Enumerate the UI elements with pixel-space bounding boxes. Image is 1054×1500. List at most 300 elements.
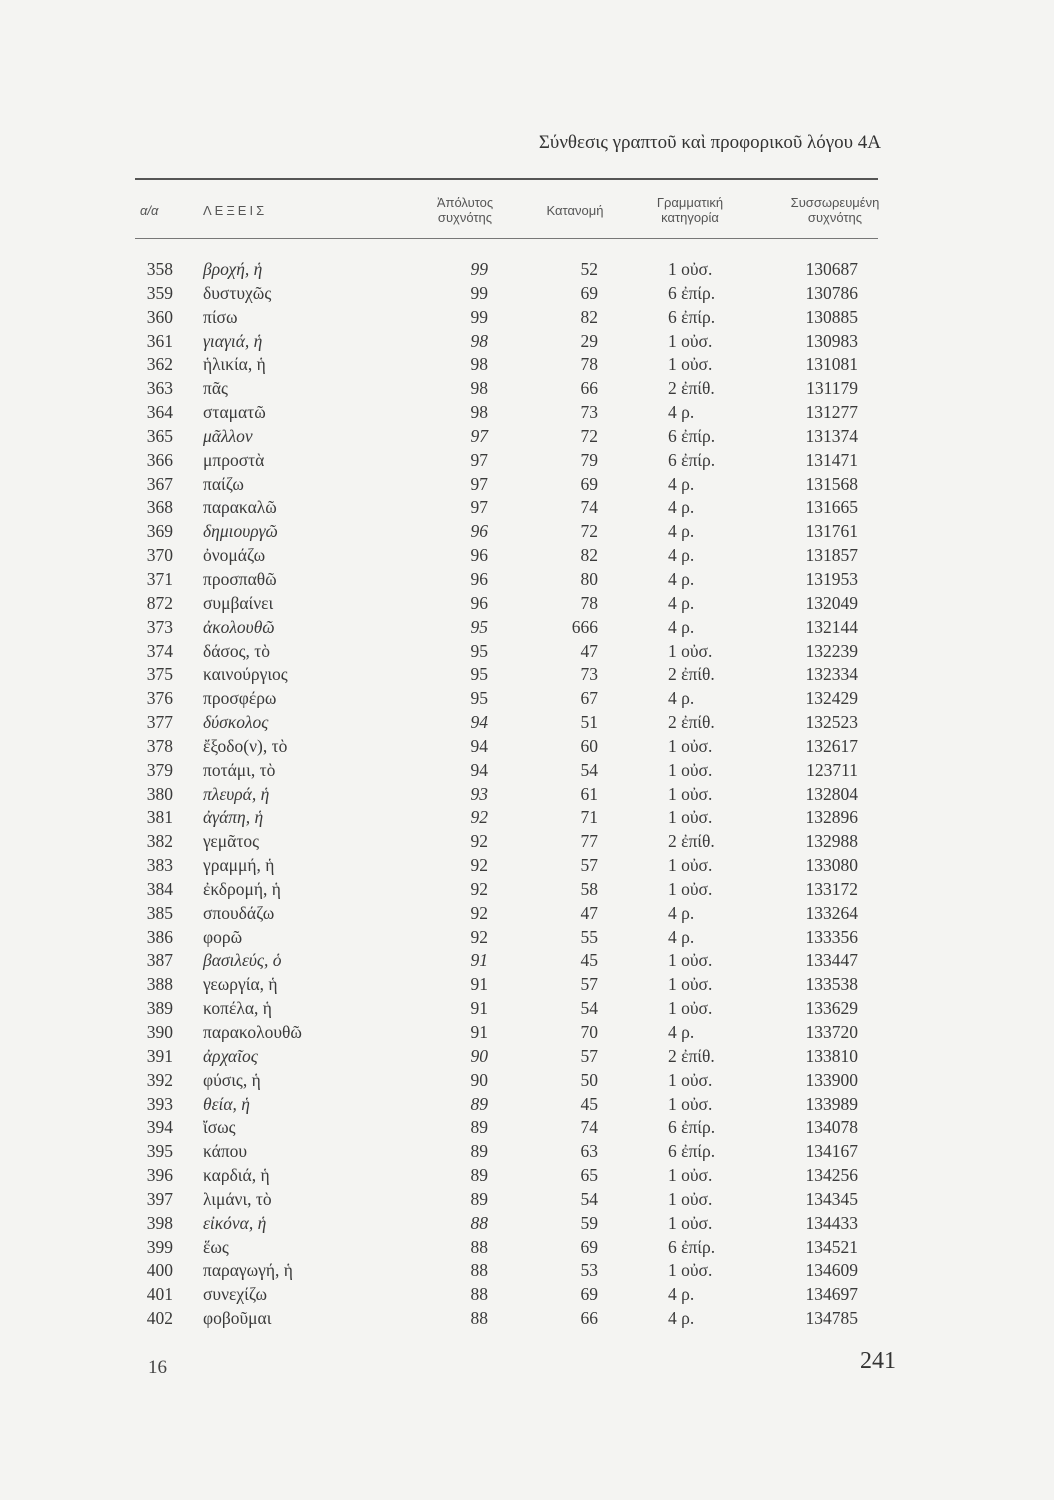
- row-word: σπουδάζω: [203, 902, 275, 923]
- row-word: ἕως: [203, 1236, 229, 1257]
- row-number: 389: [146, 998, 173, 1019]
- row-grammatical-category: 2 ἐπίθ.: [668, 712, 715, 733]
- row-cumulative-frequency: 133810: [805, 1045, 858, 1066]
- row-cumulative-frequency: 134256: [805, 1165, 858, 1186]
- table-row: [0, 567, 1054, 591]
- table-row: [0, 805, 1054, 829]
- row-cumulative-frequency: 134521: [805, 1236, 858, 1257]
- row-cumulative-frequency: 131277: [805, 402, 858, 423]
- row-word: συνεχίζω: [203, 1284, 267, 1305]
- row-cumulative-frequency: 132896: [805, 807, 858, 828]
- row-cumulative-frequency: 134078: [805, 1117, 858, 1138]
- row-distribution: 57: [580, 855, 598, 876]
- row-number: 373: [146, 616, 173, 637]
- table-row: [0, 424, 1054, 448]
- row-grammatical-category: 1 οὐσ.: [668, 1165, 713, 1186]
- row-word: ὀνομάζω: [203, 545, 266, 566]
- row-distribution: 74: [580, 497, 598, 518]
- row-distribution: 77: [580, 831, 598, 852]
- row-cumulative-frequency: 132334: [805, 664, 858, 685]
- row-cumulative-frequency: 133172: [805, 878, 858, 899]
- table-row: [0, 925, 1054, 949]
- row-cumulative-frequency: 132144: [805, 616, 858, 637]
- row-number: 399: [146, 1236, 173, 1257]
- table-row: [0, 591, 1054, 615]
- row-grammatical-category: 4 ρ.: [668, 473, 695, 494]
- row-absolute-frequency: 93: [470, 783, 488, 804]
- row-grammatical-category: 1 οὐσ.: [668, 1188, 713, 1209]
- row-distribution: 79: [580, 449, 598, 470]
- row-absolute-frequency: 88: [470, 1308, 488, 1329]
- row-number: 381: [146, 807, 173, 828]
- row-distribution: 66: [580, 1308, 598, 1329]
- row-cumulative-frequency: 131568: [805, 473, 858, 494]
- row-number: 396: [146, 1165, 173, 1186]
- row-cumulative-frequency: 133538: [805, 974, 858, 995]
- row-number: 390: [146, 1022, 173, 1042]
- table-row: [0, 376, 1054, 400]
- row-number: 378: [146, 735, 173, 756]
- row-distribution: 73: [580, 664, 598, 685]
- row-word: γεωργία, ἡ: [203, 974, 278, 995]
- row-word: καρδιά, ἡ: [203, 1165, 270, 1186]
- row-grammatical-category: 4 ρ.: [668, 1308, 695, 1329]
- row-cumulative-frequency: 132523: [805, 712, 858, 733]
- row-cumulative-frequency: 133629: [805, 998, 858, 1019]
- row-absolute-frequency: 97: [470, 473, 488, 494]
- row-number: 398: [146, 1212, 173, 1233]
- row-absolute-frequency: 97: [470, 425, 488, 446]
- row-grammatical-category: 6 ἐπίρ.: [668, 449, 716, 470]
- row-distribution: 82: [580, 545, 598, 566]
- table-row: [0, 1306, 1054, 1330]
- row-grammatical-category: 4 ρ.: [668, 402, 695, 423]
- row-grammatical-category: 2 ἐπίθ.: [668, 831, 715, 852]
- row-cumulative-frequency: 134785: [805, 1308, 858, 1329]
- row-cumulative-frequency: 132429: [805, 688, 858, 709]
- row-grammatical-category: 4 ρ.: [668, 688, 695, 709]
- row-grammatical-category: 6 ἐπίρ.: [668, 1141, 716, 1162]
- row-grammatical-category: 6 ἐπίρ.: [668, 1236, 716, 1257]
- row-cumulative-frequency: 132049: [805, 592, 858, 613]
- row-grammatical-category: 1 οὐσ.: [668, 1212, 713, 1233]
- row-word: ποτάμι, τὸ: [203, 759, 276, 780]
- row-word: προσπαθῶ: [203, 568, 277, 589]
- row-distribution: 61: [580, 783, 598, 804]
- row-absolute-frequency: 89: [470, 1188, 488, 1209]
- row-distribution: 80: [580, 568, 598, 589]
- row-word: μπροστὰ: [203, 449, 265, 470]
- row-word: ἐκδρομή, ἡ: [203, 878, 281, 899]
- row-distribution: 72: [580, 425, 598, 446]
- row-number: 374: [146, 640, 173, 661]
- row-absolute-frequency: 98: [470, 378, 488, 399]
- table-row: [0, 400, 1054, 424]
- row-distribution: 72: [580, 521, 598, 542]
- table-row: [0, 639, 1054, 663]
- row-number: 377: [146, 712, 173, 733]
- row-absolute-frequency: 91: [470, 1022, 488, 1042]
- table-row: [0, 1068, 1054, 1092]
- row-word: πίσω: [203, 306, 238, 327]
- table-row: [0, 615, 1054, 639]
- row-cumulative-frequency: 133264: [805, 902, 858, 923]
- table-row: [0, 1139, 1054, 1163]
- header-bottom-rule: [135, 238, 878, 239]
- row-word: θεία, ἡ: [203, 1093, 250, 1114]
- row-word: φοβοῦμαι: [203, 1308, 272, 1329]
- row-absolute-frequency: 97: [470, 497, 488, 518]
- row-distribution: 69: [580, 1236, 598, 1257]
- row-cumulative-frequency: 123711: [806, 759, 858, 780]
- row-word: ἀγάπη, ἡ: [203, 807, 264, 828]
- frequency-table: [0, 257, 1054, 1330]
- row-cumulative-frequency: 132617: [805, 735, 858, 756]
- row-word: βροχή, ἡ: [203, 259, 263, 279]
- row-cumulative-frequency: 131953: [805, 568, 858, 589]
- row-cumulative-frequency: 131081: [805, 354, 858, 375]
- row-number: 392: [146, 1069, 173, 1090]
- row-word: γιαγιά, ἡ: [203, 330, 263, 351]
- row-absolute-frequency: 96: [470, 545, 488, 566]
- row-word: παρακολουθῶ: [203, 1022, 302, 1042]
- row-grammatical-category: 6 ἐπίρ.: [668, 306, 716, 327]
- row-word: ἀκολουθῶ: [203, 616, 275, 637]
- row-word: γραμμή, ἡ: [203, 855, 275, 876]
- row-number: 375: [146, 664, 173, 685]
- row-number: 401: [146, 1284, 173, 1305]
- table-row: [0, 1044, 1054, 1068]
- row-cumulative-frequency: 134345: [805, 1188, 858, 1209]
- row-number: 388: [146, 974, 173, 995]
- table-row: [0, 472, 1054, 496]
- row-distribution: 73: [580, 402, 598, 423]
- signature-number: 16: [148, 1357, 167, 1378]
- row-grammatical-category: 1 οὐσ.: [668, 354, 713, 375]
- header-absolute-frequency-line2: συχνότης: [437, 210, 493, 225]
- row-distribution: 78: [580, 354, 598, 375]
- row-grammatical-category: 6 ἐπίρ.: [668, 282, 716, 303]
- row-absolute-frequency: 88: [470, 1236, 488, 1257]
- row-grammatical-category: 1 οὐσ.: [668, 735, 713, 756]
- row-distribution: 71: [580, 807, 598, 828]
- row-distribution: 45: [580, 950, 598, 971]
- row-distribution: 57: [580, 1045, 598, 1066]
- row-word: ἔξοδο(ν), τὸ: [203, 735, 288, 756]
- row-absolute-frequency: 98: [470, 402, 488, 423]
- row-number: 395: [146, 1141, 173, 1162]
- row-grammatical-category: 1 οὐσ.: [668, 330, 713, 351]
- table-row: [0, 1187, 1054, 1211]
- table-row: [0, 519, 1054, 543]
- row-absolute-frequency: 90: [470, 1069, 488, 1090]
- row-distribution: 69: [580, 1284, 598, 1305]
- table-row: [0, 948, 1054, 972]
- running-head: Σύνθεσις γραπτοῦ καὶ προφορικοῦ λόγου 4Α: [538, 132, 881, 153]
- row-number: 367: [146, 473, 173, 494]
- row-cumulative-frequency: 131179: [806, 378, 858, 399]
- row-number: 386: [146, 926, 173, 947]
- row-grammatical-category: 4 ρ.: [668, 497, 695, 518]
- row-word: βασιλεύς, ὁ: [203, 950, 282, 971]
- row-grammatical-category: 4 ρ.: [668, 545, 695, 566]
- row-word: παραγωγή, ἡ: [203, 1260, 293, 1281]
- table-row: [0, 972, 1054, 996]
- row-cumulative-frequency: 133900: [805, 1069, 858, 1090]
- row-grammatical-category: 1 οὐσ.: [668, 783, 713, 804]
- row-word: ἀρχαῖος: [203, 1045, 258, 1066]
- row-number: 370: [146, 545, 173, 566]
- table-row: [0, 448, 1054, 472]
- row-word: δημιουργῶ: [203, 521, 278, 542]
- row-cumulative-frequency: 130687: [805, 259, 858, 279]
- row-distribution: 60: [580, 735, 598, 756]
- row-word: λιμάνι, τὸ: [203, 1188, 272, 1209]
- row-distribution: 666: [571, 616, 598, 637]
- table-row: [0, 305, 1054, 329]
- row-distribution: 57: [580, 974, 598, 995]
- row-grammatical-category: 1 οὐσ.: [668, 950, 713, 971]
- row-grammatical-category: 4 ρ.: [668, 1022, 695, 1042]
- table-row: [0, 1282, 1054, 1306]
- row-absolute-frequency: 92: [470, 855, 488, 876]
- row-word: γεμᾶτος: [203, 831, 260, 852]
- row-word: κάπου: [203, 1141, 248, 1162]
- row-absolute-frequency: 99: [470, 282, 488, 303]
- row-number: 380: [146, 783, 173, 804]
- row-distribution: 63: [580, 1141, 598, 1162]
- row-grammatical-category: 2 ἐπίθ.: [668, 378, 715, 399]
- row-absolute-frequency: 90: [470, 1045, 488, 1066]
- row-cumulative-frequency: 133720: [805, 1022, 858, 1042]
- table-row: [0, 1020, 1054, 1044]
- row-grammatical-category: 1 οὐσ.: [668, 759, 713, 780]
- row-grammatical-category: 1 οὐσ.: [668, 1069, 713, 1090]
- row-cumulative-frequency: 133989: [805, 1093, 858, 1114]
- row-distribution: 67: [580, 688, 598, 709]
- row-number: 360: [146, 306, 173, 327]
- row-number: 359: [146, 282, 173, 303]
- row-distribution: 55: [580, 926, 598, 947]
- row-number: 364: [146, 402, 173, 423]
- row-number: 363: [146, 378, 173, 399]
- row-absolute-frequency: 89: [470, 1141, 488, 1162]
- row-word: εἰκόνα, ἡ: [203, 1212, 267, 1233]
- table-row: [0, 877, 1054, 901]
- row-absolute-frequency: 92: [470, 902, 488, 923]
- table-row: [0, 758, 1054, 782]
- row-absolute-frequency: 92: [470, 926, 488, 947]
- header-absolute-frequency-line1: Ἀπόλυτος: [436, 195, 494, 210]
- row-cumulative-frequency: 134167: [805, 1141, 858, 1162]
- table-row: [0, 686, 1054, 710]
- row-grammatical-category: 6 ἐπίρ.: [668, 425, 716, 446]
- table-row: [0, 495, 1054, 519]
- table-row: [0, 1235, 1054, 1259]
- row-absolute-frequency: 92: [470, 878, 488, 899]
- row-distribution: 45: [580, 1093, 598, 1114]
- row-cumulative-frequency: 131665: [805, 497, 858, 518]
- row-grammatical-category: 1 οὐσ.: [668, 998, 713, 1019]
- row-grammatical-category: 4 ρ.: [668, 1284, 695, 1305]
- row-cumulative-frequency: 130885: [805, 306, 858, 327]
- table-row: [0, 662, 1054, 686]
- row-word: καινούργιος: [203, 664, 288, 685]
- row-word: παρακαλῶ: [203, 497, 277, 518]
- row-number: 400: [146, 1260, 173, 1281]
- row-number: 382: [146, 831, 173, 852]
- row-distribution: 65: [580, 1165, 598, 1186]
- row-distribution: 78: [580, 592, 598, 613]
- table-row: [0, 1115, 1054, 1139]
- row-distribution: 50: [580, 1069, 598, 1090]
- row-absolute-frequency: 95: [470, 616, 488, 637]
- row-distribution: 54: [580, 759, 598, 780]
- row-number: 368: [146, 497, 173, 518]
- table-row: [0, 996, 1054, 1020]
- row-distribution: 51: [580, 712, 598, 733]
- row-cumulative-frequency: 130983: [805, 330, 858, 351]
- row-grammatical-category: 1 οὐσ.: [668, 1093, 713, 1114]
- row-distribution: 82: [580, 306, 598, 327]
- row-word: φύσις, ἡ: [203, 1069, 261, 1090]
- row-number: 391: [146, 1045, 173, 1066]
- row-absolute-frequency: 94: [470, 712, 488, 733]
- row-distribution: 54: [580, 998, 598, 1019]
- row-grammatical-category: 4 ρ.: [668, 521, 695, 542]
- row-word: δύσκολος: [203, 712, 269, 733]
- row-grammatical-category: 1 οὐσ.: [668, 974, 713, 995]
- row-grammatical-category: 1 οὐσ.: [668, 855, 713, 876]
- row-cumulative-frequency: 134433: [805, 1212, 858, 1233]
- table-row: [0, 281, 1054, 305]
- row-word: κοπέλα, ἡ: [203, 998, 272, 1019]
- row-absolute-frequency: 91: [470, 974, 488, 995]
- table-row: [0, 257, 1054, 281]
- row-absolute-frequency: 88: [470, 1212, 488, 1233]
- table-row: [0, 543, 1054, 567]
- row-grammatical-category: 4 ρ.: [668, 926, 695, 947]
- table-row: [0, 782, 1054, 806]
- table-row: [0, 1092, 1054, 1116]
- row-cumulative-frequency: 132239: [805, 640, 858, 661]
- header-top-rule: [135, 178, 878, 180]
- row-number: 358: [146, 259, 173, 279]
- row-grammatical-category: 4 ρ.: [668, 592, 695, 613]
- row-absolute-frequency: 99: [470, 306, 488, 327]
- header-grammatical-category-line2: κατηγορία: [661, 210, 719, 225]
- row-absolute-frequency: 92: [470, 807, 488, 828]
- row-number: 872: [146, 592, 173, 613]
- row-word: δυστυχῶς: [203, 282, 272, 303]
- table-row: [0, 1211, 1054, 1235]
- row-word: ἴσως: [203, 1117, 236, 1138]
- row-absolute-frequency: 96: [470, 592, 488, 613]
- row-number: 387: [146, 950, 173, 971]
- row-number: 371: [146, 568, 173, 589]
- row-grammatical-category: 1 οὐσ.: [668, 640, 713, 661]
- table-row: [0, 734, 1054, 758]
- row-grammatical-category: 1 οὐσ.: [668, 878, 713, 899]
- row-distribution: 74: [580, 1117, 598, 1138]
- row-cumulative-frequency: 134609: [805, 1260, 858, 1281]
- row-cumulative-frequency: 133080: [805, 855, 858, 876]
- row-grammatical-category: 6 ἐπίρ.: [668, 1117, 716, 1138]
- row-absolute-frequency: 95: [470, 640, 488, 661]
- row-absolute-frequency: 92: [470, 831, 488, 852]
- row-cumulative-frequency: 133356: [805, 926, 858, 947]
- row-word: δάσος, τὸ: [203, 640, 271, 661]
- table-row: [0, 1163, 1054, 1187]
- header-distribution: Κατανομή: [546, 203, 604, 218]
- row-number: 361: [146, 330, 173, 351]
- header-aa: α/α: [140, 203, 159, 218]
- row-distribution: 59: [580, 1212, 598, 1233]
- row-distribution: 29: [580, 330, 598, 351]
- row-number: 366: [146, 449, 173, 470]
- row-absolute-frequency: 95: [470, 688, 488, 709]
- row-absolute-frequency: 88: [470, 1284, 488, 1305]
- row-distribution: 58: [580, 878, 598, 899]
- row-distribution: 47: [580, 640, 598, 661]
- row-number: 376: [146, 688, 173, 709]
- row-distribution: 54: [580, 1188, 598, 1209]
- table-row: [0, 329, 1054, 353]
- row-word: πᾶς: [203, 378, 228, 399]
- table-row: [0, 901, 1054, 925]
- row-distribution: 69: [580, 282, 598, 303]
- row-absolute-frequency: 94: [470, 735, 488, 756]
- row-distribution: 53: [580, 1260, 598, 1281]
- table-row: [0, 710, 1054, 734]
- row-cumulative-frequency: 133447: [805, 950, 858, 971]
- row-cumulative-frequency: 132988: [805, 831, 858, 852]
- header-absolute-frequency: [420, 195, 510, 225]
- row-distribution: 70: [580, 1022, 598, 1042]
- row-distribution: 66: [580, 378, 598, 399]
- row-absolute-frequency: 91: [470, 950, 488, 971]
- row-absolute-frequency: 89: [470, 1093, 488, 1114]
- row-absolute-frequency: 88: [470, 1260, 488, 1281]
- row-cumulative-frequency: 131857: [805, 545, 858, 566]
- row-absolute-frequency: 89: [470, 1117, 488, 1138]
- header-cumulative-frequency-line2: συχνότης: [807, 210, 863, 225]
- row-number: 379: [146, 759, 173, 780]
- row-grammatical-category: 1 οὐσ.: [668, 259, 713, 279]
- header-grammatical-category-line1: Γραμματική: [656, 195, 724, 210]
- row-absolute-frequency: 96: [470, 521, 488, 542]
- table-row: [0, 1258, 1054, 1282]
- row-number: 383: [146, 855, 173, 876]
- header-cumulative-frequency: [770, 195, 900, 225]
- row-word: πλευρά, ἡ: [203, 783, 270, 804]
- header-words: ΛΕΞΕΙΣ: [203, 203, 268, 218]
- row-absolute-frequency: 99: [470, 259, 488, 279]
- row-cumulative-frequency: 131374: [805, 425, 858, 446]
- row-grammatical-category: 4 ρ.: [668, 568, 695, 589]
- row-number: 397: [146, 1188, 173, 1209]
- row-grammatical-category: 2 ἐπίθ.: [668, 1045, 715, 1066]
- row-absolute-frequency: 89: [470, 1165, 488, 1186]
- row-absolute-frequency: 94: [470, 759, 488, 780]
- row-cumulative-frequency: 131471: [805, 449, 858, 470]
- row-grammatical-category: 1 οὐσ.: [668, 1260, 713, 1281]
- row-absolute-frequency: 98: [470, 330, 488, 351]
- header-grammatical-category: [640, 195, 740, 225]
- row-cumulative-frequency: 130786: [805, 282, 858, 303]
- table-row: [0, 352, 1054, 376]
- row-word: μᾶλλον: [203, 425, 253, 446]
